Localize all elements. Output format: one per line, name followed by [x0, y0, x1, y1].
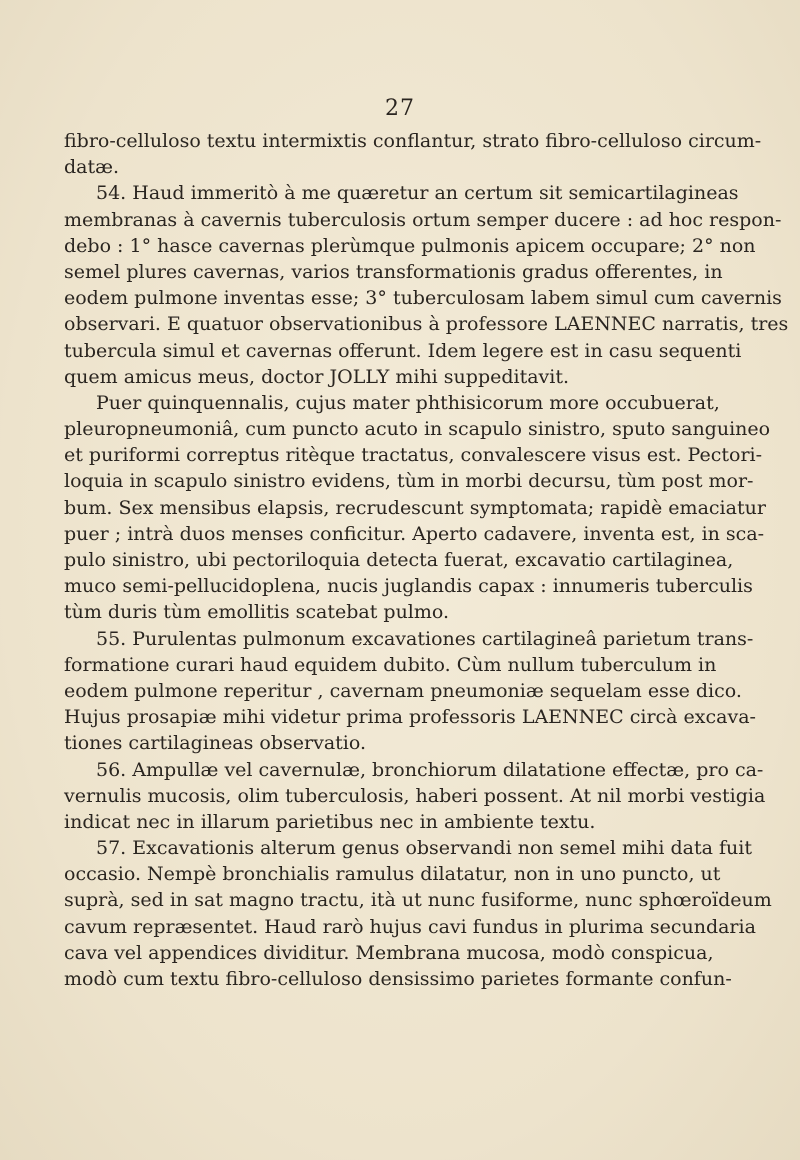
- paragraph: [64, 128, 762, 180]
- text-line: pleuropneumoniâ, cum puncto acuto in scapulo sinistro, sputo sanguineo: [64, 418, 771, 441]
- text-line: 54. Haud immeritò à me quæretur an certum sit semicartilagineas: [96, 182, 739, 205]
- text-line: fibro-celluloso textu intermixtis conflantur, strato fibro-celluloso circum-: [64, 130, 762, 152]
- text-line: debo : 1° hasce cavernas plerùmque pulmonis apicem occupare; 2° non: [64, 234, 756, 257]
- text-line: Hujus prosapiæ mihi videtur prima professoris LAENNEC circà excava-: [64, 706, 756, 729]
- text-line: datæ.: [64, 156, 120, 179]
- text-line: membranas à cavernis tuberculosis ortum semper ducere : ad hoc respon-: [64, 208, 782, 231]
- body-text: [64, 128, 789, 992]
- paragraph: [64, 180, 789, 390]
- text-line: eodem pulmone inventas esse; 3° tuberculosam labem simul cum cavernis: [64, 287, 782, 310]
- text-line: puer ; intrà duos menses conficitur. Aperto cadavere, inventa est, in sca-: [64, 522, 765, 545]
- text-line: cava vel appendices dividitur. Membrana mucosa, modò conspicua,: [64, 941, 714, 964]
- paragraph: [64, 390, 771, 626]
- paragraph: [64, 835, 772, 992]
- text-line: vernulis mucosis, olim tuberculosis, haberi possent. At nil morbi vestigia: [64, 784, 766, 807]
- text-line: loquia in scapulo sinistro evidens, tùm in morbi decursu, tùm post mor-: [64, 470, 754, 493]
- text-line: quem amicus meus, doctor JOLLY mihi suppeditavit.: [64, 365, 570, 388]
- text-line: 56. Ampullæ vel cavernulæ, bronchiorum dilatatione effectæ, pro ca-: [96, 758, 764, 781]
- text-line: tiones cartilagineas observatio.: [64, 732, 367, 755]
- paragraph: [64, 626, 756, 757]
- text-line: Puer quinquennalis, cujus mater phthisicorum more occubuerat,: [96, 391, 720, 414]
- text-line: modò cum textu fibro-celluloso densissimo parietes formante confun-: [64, 968, 732, 990]
- text-line: suprà, sed in sat magno tractu, ità ut nunc fusiforme, nunc sphœroïdeum: [64, 889, 772, 912]
- text-line: occasio. Nempè bronchialis ramulus dilatatur, non in uno puncto, ut: [64, 863, 721, 886]
- text-line: semel plures cavernas, varios transformationis gradus offerentes, in: [64, 260, 723, 283]
- text-line: indicat nec in illarum parietibus nec in ambiente textu.: [64, 810, 596, 833]
- text-line: 57. Excavationis alterum genus observandi non semel mihi data fuit: [96, 837, 752, 860]
- text-line: et puriformi correptus ritèque tractatus, convalescere visus est. Pectori-: [64, 444, 763, 467]
- text-line: formatione curari haud equidem dubito. Cùm nullum tuberculum in: [64, 653, 717, 676]
- text-line: bum. Sex mensibus elapsis, recrudescunt symptomata; rapidè emaciatur: [64, 496, 766, 519]
- text-line: pulo sinistro, ubi pectoriloquia detecta fuerat, excavatio cartilaginea,: [64, 549, 734, 571]
- text-line: tubercula simul et cavernas offerunt. Idem legere est in casu sequenti: [64, 339, 742, 362]
- text-line: tùm duris tùm emollitis scatebat pulmo.: [64, 601, 450, 624]
- text-line: 55. Purulentas pulmonum excavationes cartilagineâ parietum trans-: [96, 627, 754, 650]
- text-line: muco semi-pellucidoplena, nucis juglandis capax : innumeris tuberculis: [64, 575, 753, 598]
- page-number: 27: [385, 96, 415, 121]
- text-line: cavum repræsentet. Haud rarò hujus cavi fundus in plurima secundaria: [64, 915, 756, 938]
- text-line: eodem pulmone reperitur , cavernam pneumoniæ sequelam esse dico.: [64, 679, 742, 702]
- paragraph: [64, 757, 766, 836]
- text-line: observari. E quatuor observationibus à professore LAENNEC narratis, tres: [64, 313, 789, 336]
